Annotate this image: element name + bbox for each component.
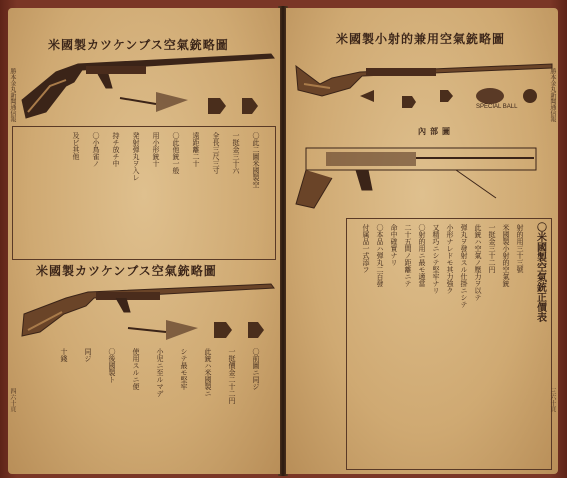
brush-accessory-icon (120, 92, 188, 112)
text-column: 〇此他銃一般 (172, 132, 181, 174)
text-column: 二十五間ノ距離ニテ (404, 224, 413, 287)
text-column: 〇前圖ニ同ジ (252, 348, 261, 390)
interior-mechanism-diagram (296, 138, 546, 218)
text-column: 又精巧ニシテ堅牢ナリ (432, 224, 441, 294)
ammo-label: SPECIAL BALL (476, 104, 518, 110)
text-column: 命中確實ナリ (390, 224, 399, 266)
text-column: 付属品一式添フ (362, 224, 371, 273)
left-page (8, 8, 280, 474)
text-column: 一挺價金二十二円 (228, 348, 237, 404)
text-column: 一挺金三十二円 (488, 224, 497, 273)
interior-diagram-label: 內部圖 (418, 126, 454, 136)
right-top-title: 米國製小射的兼用空氣銃略圖 (336, 32, 506, 46)
pellet-icons (208, 98, 258, 114)
text-column: 全長三尺三寸 (212, 132, 221, 174)
text-column: 遠距離二十 (192, 132, 201, 167)
target-air-rifle-illustration (290, 38, 554, 108)
brush-accessory-icon-2 (128, 320, 198, 340)
text-column: 〇射的用ニ最モ適當 (418, 224, 427, 287)
text-column: 及ビ其他 (72, 132, 81, 160)
left-bottom-title: 米國製カツケンブス空氣銃略圖 (36, 264, 217, 278)
price-table-heading: 〇米國製空氣銃正價表 (534, 222, 546, 322)
text-column: 発射弾丸ヲ入レ (132, 132, 141, 181)
left-margin-text: 勝本金丸新聞通信報 (8, 68, 16, 122)
text-column: 十錢 (60, 348, 69, 362)
text-column: シテ最モ堅牢 (180, 348, 189, 390)
text-column: 射的用三十三號 (516, 224, 525, 273)
text-column: 同ジ (84, 348, 93, 362)
text-column: 使用スルニ便 (132, 348, 141, 390)
text-column: 此銃ハ米國製ニ (204, 348, 213, 397)
text-column: 〇小鳥雀ノ (92, 132, 101, 167)
left-page-number: 四六十頁 (8, 388, 16, 412)
left-top-title: 米國製カツケンブス空氣銃略圖 (48, 38, 229, 52)
air-rifle-illustration-top (16, 42, 278, 122)
text-column: 弾丸ヲ發射スル仕掛ニシテ (460, 224, 469, 308)
text-column: 〇本品ハ弾丸二百發 (376, 224, 385, 287)
text-column: 用小形銃十 (152, 132, 161, 167)
air-rifle-illustration-bottom (16, 274, 278, 344)
text-column: 〇後國製ト (108, 348, 117, 383)
text-column: 持チ放チ中 (112, 132, 121, 167)
right-margin-text: 勝本金丸新聞通信報 (548, 68, 556, 122)
text-column: 此銃ハ空氣ノ壓力ヲ以テ (474, 224, 483, 301)
text-column: 小形ナレドモ其力強ク (446, 224, 455, 294)
text-column: 米國製小射的空氣銃 (502, 224, 511, 287)
right-page (286, 8, 558, 474)
text-column: 小児ニ至ルマデ (156, 348, 165, 397)
text-column: 〇此二圖米國製空 (252, 132, 261, 188)
text-column: 一挺金三十六 (232, 132, 241, 174)
right-page-number: 三六十頁 (548, 388, 556, 412)
